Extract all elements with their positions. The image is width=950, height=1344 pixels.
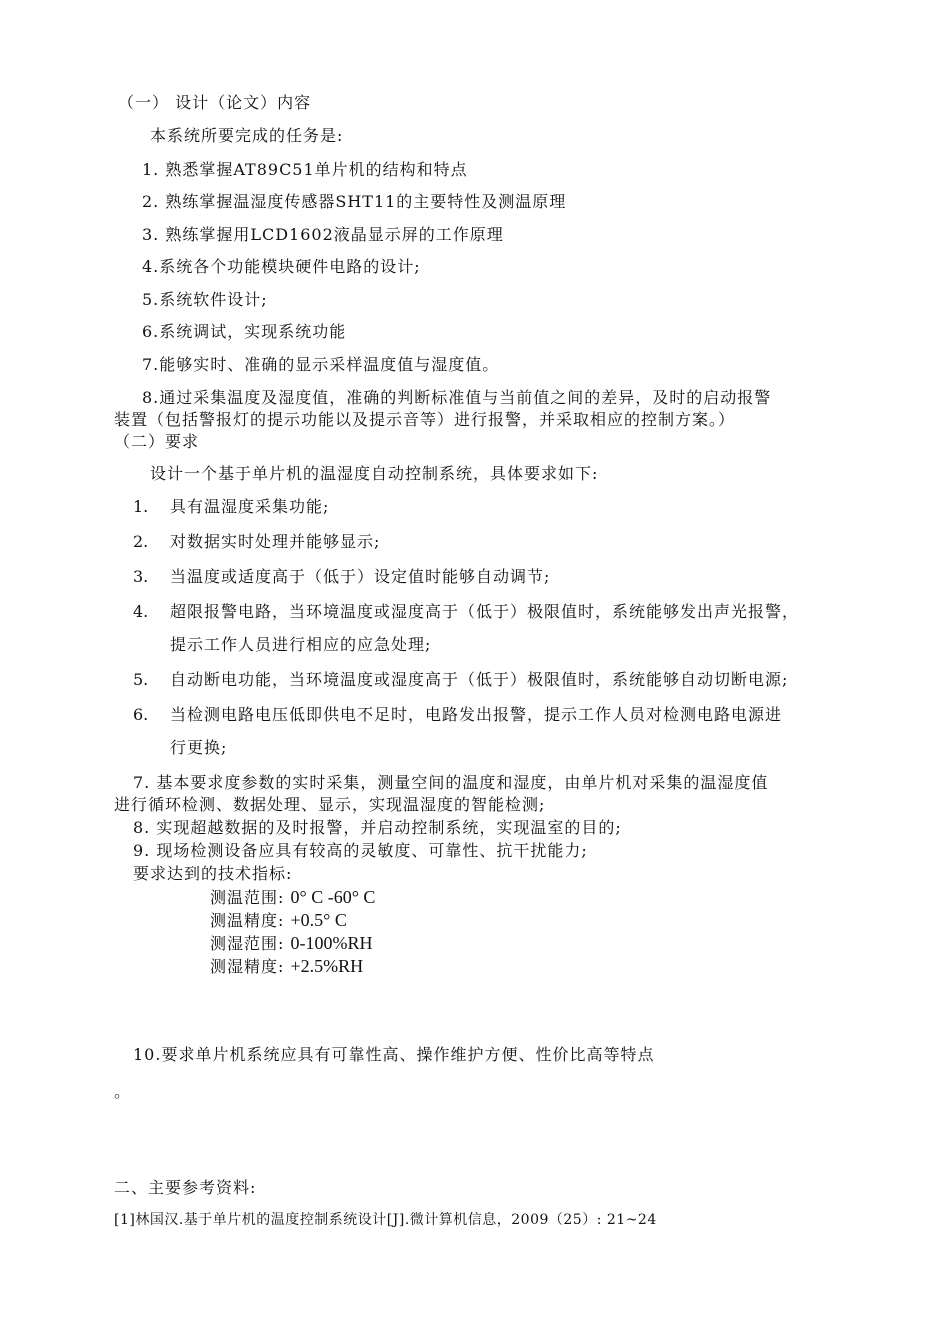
spec-label: 测温精度:: [210, 911, 285, 930]
requirement-text: 当检测电路电压低即供电不足时，电路发出报警，提示工作人员对检测电路电源进: [170, 705, 783, 724]
spec-value: +2.5%RH: [290, 956, 364, 976]
references-heading: 二、主要参考资料:: [114, 1178, 257, 1197]
requirement-number: 2.: [133, 532, 149, 551]
requirement-item-7-line1: 7. 基本要求度参数的实时采集，测量空间的温度和湿度，由单片机对采集的温湿度值: [133, 773, 769, 792]
section1-heading: （一） 设计（论文）内容: [118, 93, 312, 112]
task-item: 4.系统各个功能模块硬件电路的设计;: [142, 257, 421, 276]
spec-row: [210, 887, 375, 908]
requirement-number: 6.: [133, 705, 149, 724]
requirement-text-continued: 行更换;: [170, 738, 228, 757]
section2-intro: 设计一个基于单片机的温湿度自动控制系统，具体要求如下:: [150, 464, 599, 483]
spec-label: 测湿精度:: [210, 957, 285, 976]
requirement-item-10: 10.要求单片机系统应具有可靠性高、操作维护方便、性价比高等特点: [133, 1045, 655, 1064]
spec-value: +0.5° C: [290, 910, 347, 930]
requirement-text-continued: 提示工作人员进行相应的应急处理;: [170, 635, 432, 654]
section2-heading: （二）要求: [114, 432, 200, 451]
requirement-text: 当温度或适度高于（低于）设定值时能够自动调节;: [170, 567, 551, 586]
requirement-item-8: 8. 实现超越数据的及时报警，并启动控制系统，实现温室的目的;: [133, 818, 622, 837]
task-item: 6.系统调试，实现系统功能: [142, 322, 347, 341]
task-item: 5.系统软件设计;: [142, 290, 268, 309]
spec-row: [210, 956, 363, 977]
requirement-item-9: 9. 现场检测设备应具有较高的灵敏度、可靠性、抗干扰能力;: [133, 841, 588, 860]
spec-label: 测温范围:: [210, 888, 285, 907]
tech-specs-heading: 要求达到的技术指标:: [133, 864, 293, 883]
requirement-number: 4.: [133, 602, 149, 621]
spec-label: 测湿范围:: [210, 934, 285, 953]
spec-value: 0-100%RH: [290, 933, 373, 953]
spec-row: [210, 910, 347, 931]
requirement-text: 自动断电功能，当环境温度或湿度高于（低于）极限值时，系统能够自动切断电源;: [170, 670, 789, 689]
requirement-text: 超限报警电路，当环境温度或湿度高于（低于）极限值时，系统能够发出声光报警，: [170, 602, 800, 621]
task-item: 2. 熟练掌握温湿度传感器SHT11的主要特性及测温原理: [142, 192, 567, 211]
task-item: 7.能够实时、准确的显示采样温度值与湿度值。: [142, 355, 500, 374]
task-item-8-line1: 8.通过采集温度及湿度值，准确的判断标准值与当前值之间的差异，及时的启动报警: [142, 388, 772, 407]
requirement-number: 5.: [133, 670, 149, 689]
task-item: 1. 熟悉掌握AT89C51单片机的结构和特点: [142, 160, 468, 179]
spec-row: [210, 933, 373, 954]
task-item-8-line2: 装置（包括警报灯的提示功能以及提示音等）进行报警，并采取相应的控制方案。）: [114, 410, 736, 429]
reference-item: [1]林国汉.基于单片机的温度控制系统设计[J].微计算机信息，2009（25）: 21~24: [114, 1212, 657, 1228]
requirement-number: 1.: [133, 497, 149, 516]
spec-value: 0° C -60° C: [290, 887, 376, 907]
requirement-text: 具有温湿度采集功能;: [170, 497, 330, 516]
requirement-item-7-line2: 进行循环检测、数据处理、显示，实现温湿度的智能检测;: [114, 795, 546, 814]
requirement-number: 3.: [133, 567, 149, 586]
trailing-period: 。: [114, 1082, 132, 1101]
requirement-text: 对数据实时处理并能够显示;: [170, 532, 381, 551]
section1-intro: 本系统所要完成的任务是:: [150, 126, 344, 145]
task-item: 3. 熟练掌握用LCD1602液晶显示屏的工作原理: [142, 225, 504, 244]
